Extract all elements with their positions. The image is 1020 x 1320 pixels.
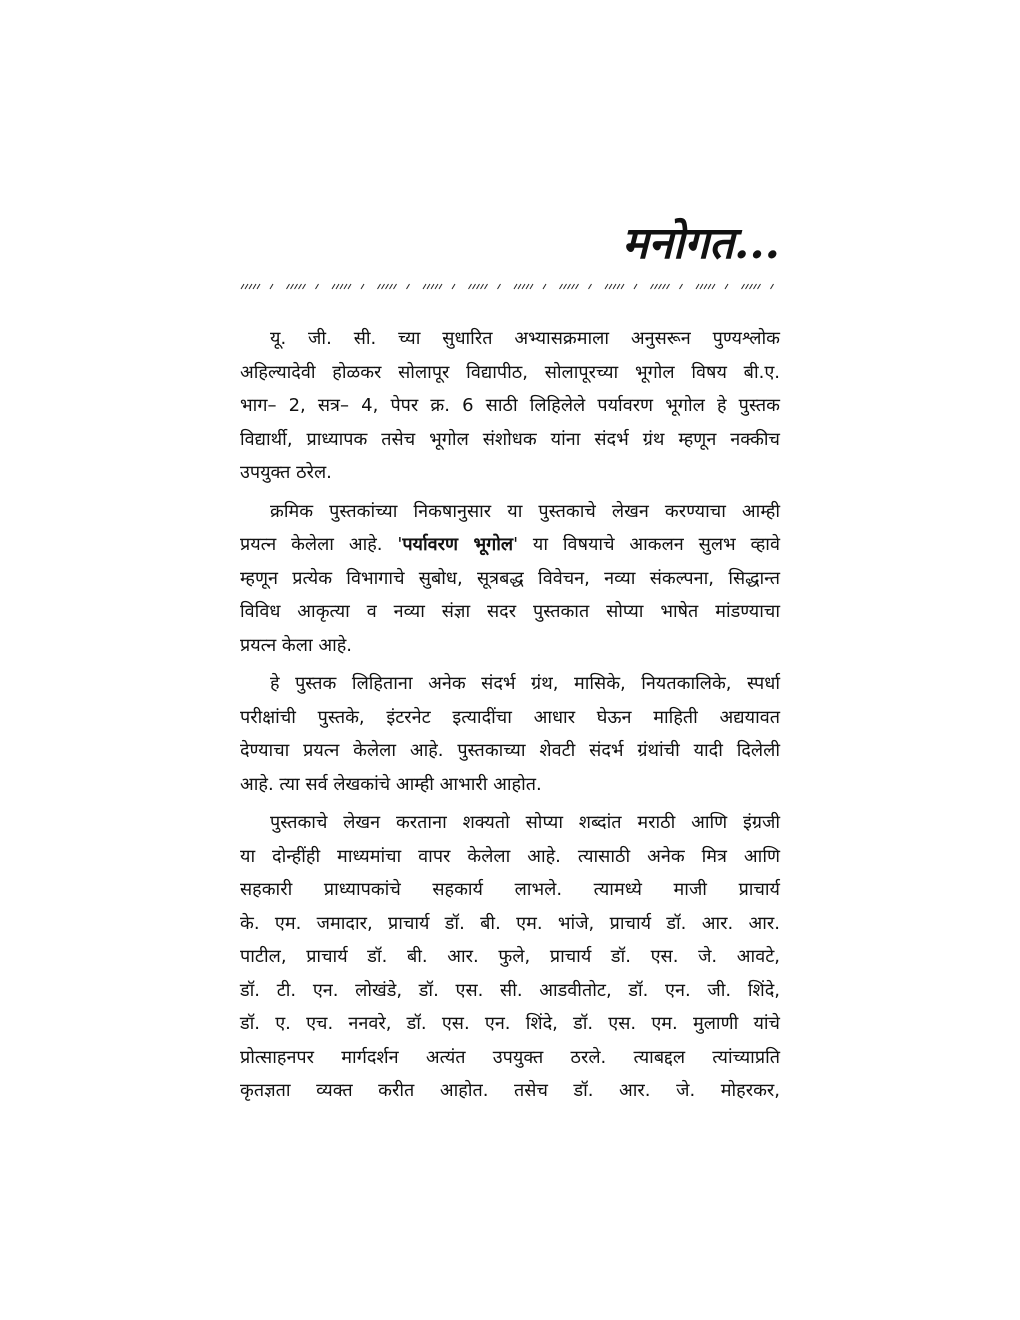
text-line: या दोन्हींही माध्यमांचा वापर केलेला आहे. त्यासाठी अनेक मित्र आणि bbox=[240, 845, 780, 867]
text-line: आहे. त्या सर्व लेखकांचे आम्ही आभारी आहोत. bbox=[240, 773, 542, 795]
text-line: अहिल्यादेवी होळकर सोलापूर विद्यापीठ, सोलापूरच्या भूगोल विषय बी.ए. bbox=[240, 361, 780, 383]
paragraph-2 bbox=[240, 495, 780, 663]
text-line: प्रयत्न केला आहे. bbox=[240, 634, 353, 656]
text-line: के. एम. जमादार, प्राचार्य डॉ. बी. एम. भांजे, प्राचार्य डॉ. आर. आर. bbox=[240, 912, 780, 934]
paragraph-4 bbox=[240, 806, 780, 1108]
text-line: डॉ. टी. एन. लोखंडे, डॉ. एस. सी. आडवीतोट, डॉ. एन. जी. शिंदे, bbox=[240, 979, 780, 1001]
page-heading: मनोगत... bbox=[622, 218, 780, 269]
text-line: डॉ. ए. एच. ननवरे, डॉ. एस. एन. शिंदे, डॉ. एस. एम. मुलाणी यांचे bbox=[240, 1013, 780, 1034]
text-line: देण्याचा प्रयत्न केलेला आहे. पुस्तकाच्या शेवटी संदर्भ ग्रंथांची यादी दिलेली bbox=[240, 740, 780, 761]
text-line: म्हणून प्रत्येक विभागाचे सुबोध, सूत्रबद्ध विवेचन, नव्या संकल्पना, सिद्धान्त bbox=[240, 567, 780, 589]
text-line: उपयुक्त ठरेल. bbox=[240, 462, 332, 483]
text-line: परीक्षांची पुस्तके, इंटरनेट इत्यादींचा आधार घेऊन माहिती अद्ययावत bbox=[240, 706, 780, 728]
text-line: पाटील, प्राचार्य डॉ. बी. आर. फुले, प्राचार्य डॉ. एस. जे. आवटे, bbox=[240, 946, 780, 967]
bold-term: पर्यावरण भूगोल bbox=[402, 534, 514, 555]
decorative-divider bbox=[240, 282, 782, 291]
text-line: पुस्तकाचे लेखन करताना शक्यतो सोप्या शब्दांत मराठी आणि इंग्रजी bbox=[270, 812, 780, 833]
text-line: क्रमिक पुस्तकांच्या निकषानुसार या पुस्तकाचे लेखन करण्याचा आम्ही bbox=[270, 500, 780, 522]
text-line: प्रोत्साहनपर मार्गदर्शन अत्यंत उपयुक्त ठरले. त्याबद्दल त्यांच्याप्रति bbox=[240, 1046, 780, 1068]
text-line: यू. जी. सी. च्या सुधारित अभ्यासक्रमाला अनुसरून पुण्यश्लोक bbox=[270, 328, 780, 349]
text-segment: ' या विषयाचे आकलन सुलभ व्हावे bbox=[513, 534, 780, 555]
text-line: सहकारी प्राध्यापकांचे सहकार्य लाभले. त्यामध्ये माजी प्राचार्य bbox=[240, 879, 780, 900]
text-line: विविध आकृत्या व नव्या संज्ञा सदर पुस्तकात सोप्या भाषेत मांडण्याचा bbox=[240, 601, 780, 622]
text-segment: प्रयत्न केलेला आहे. ' bbox=[240, 534, 403, 555]
text-line: भाग– 2, सत्र– 4, पेपर क्र. 6 साठी लिहिलेले पर्यावरण भूगोल हे पुस्तक bbox=[240, 395, 780, 416]
paragraph-1 bbox=[240, 322, 780, 490]
paragraph-3 bbox=[240, 667, 780, 801]
text-line: विद्यार्थी, प्राध्यापक तसेच भूगोल संशोधक यांना संदर्भ ग्रंथ म्हणून नक्कीच bbox=[240, 428, 780, 450]
text-line: कृतज्ञता व्यक्त करीत आहोत. तसेच डॉ. आर. जे. मोहरकर, bbox=[240, 1080, 780, 1101]
body-text bbox=[240, 322, 780, 1113]
text-line: हे पुस्तक लिहिताना अनेक संदर्भ ग्रंथ, मासिके, नियतकालिके, स्पर्धा bbox=[270, 673, 780, 694]
text-line-with-bold-term bbox=[240, 528, 780, 562]
